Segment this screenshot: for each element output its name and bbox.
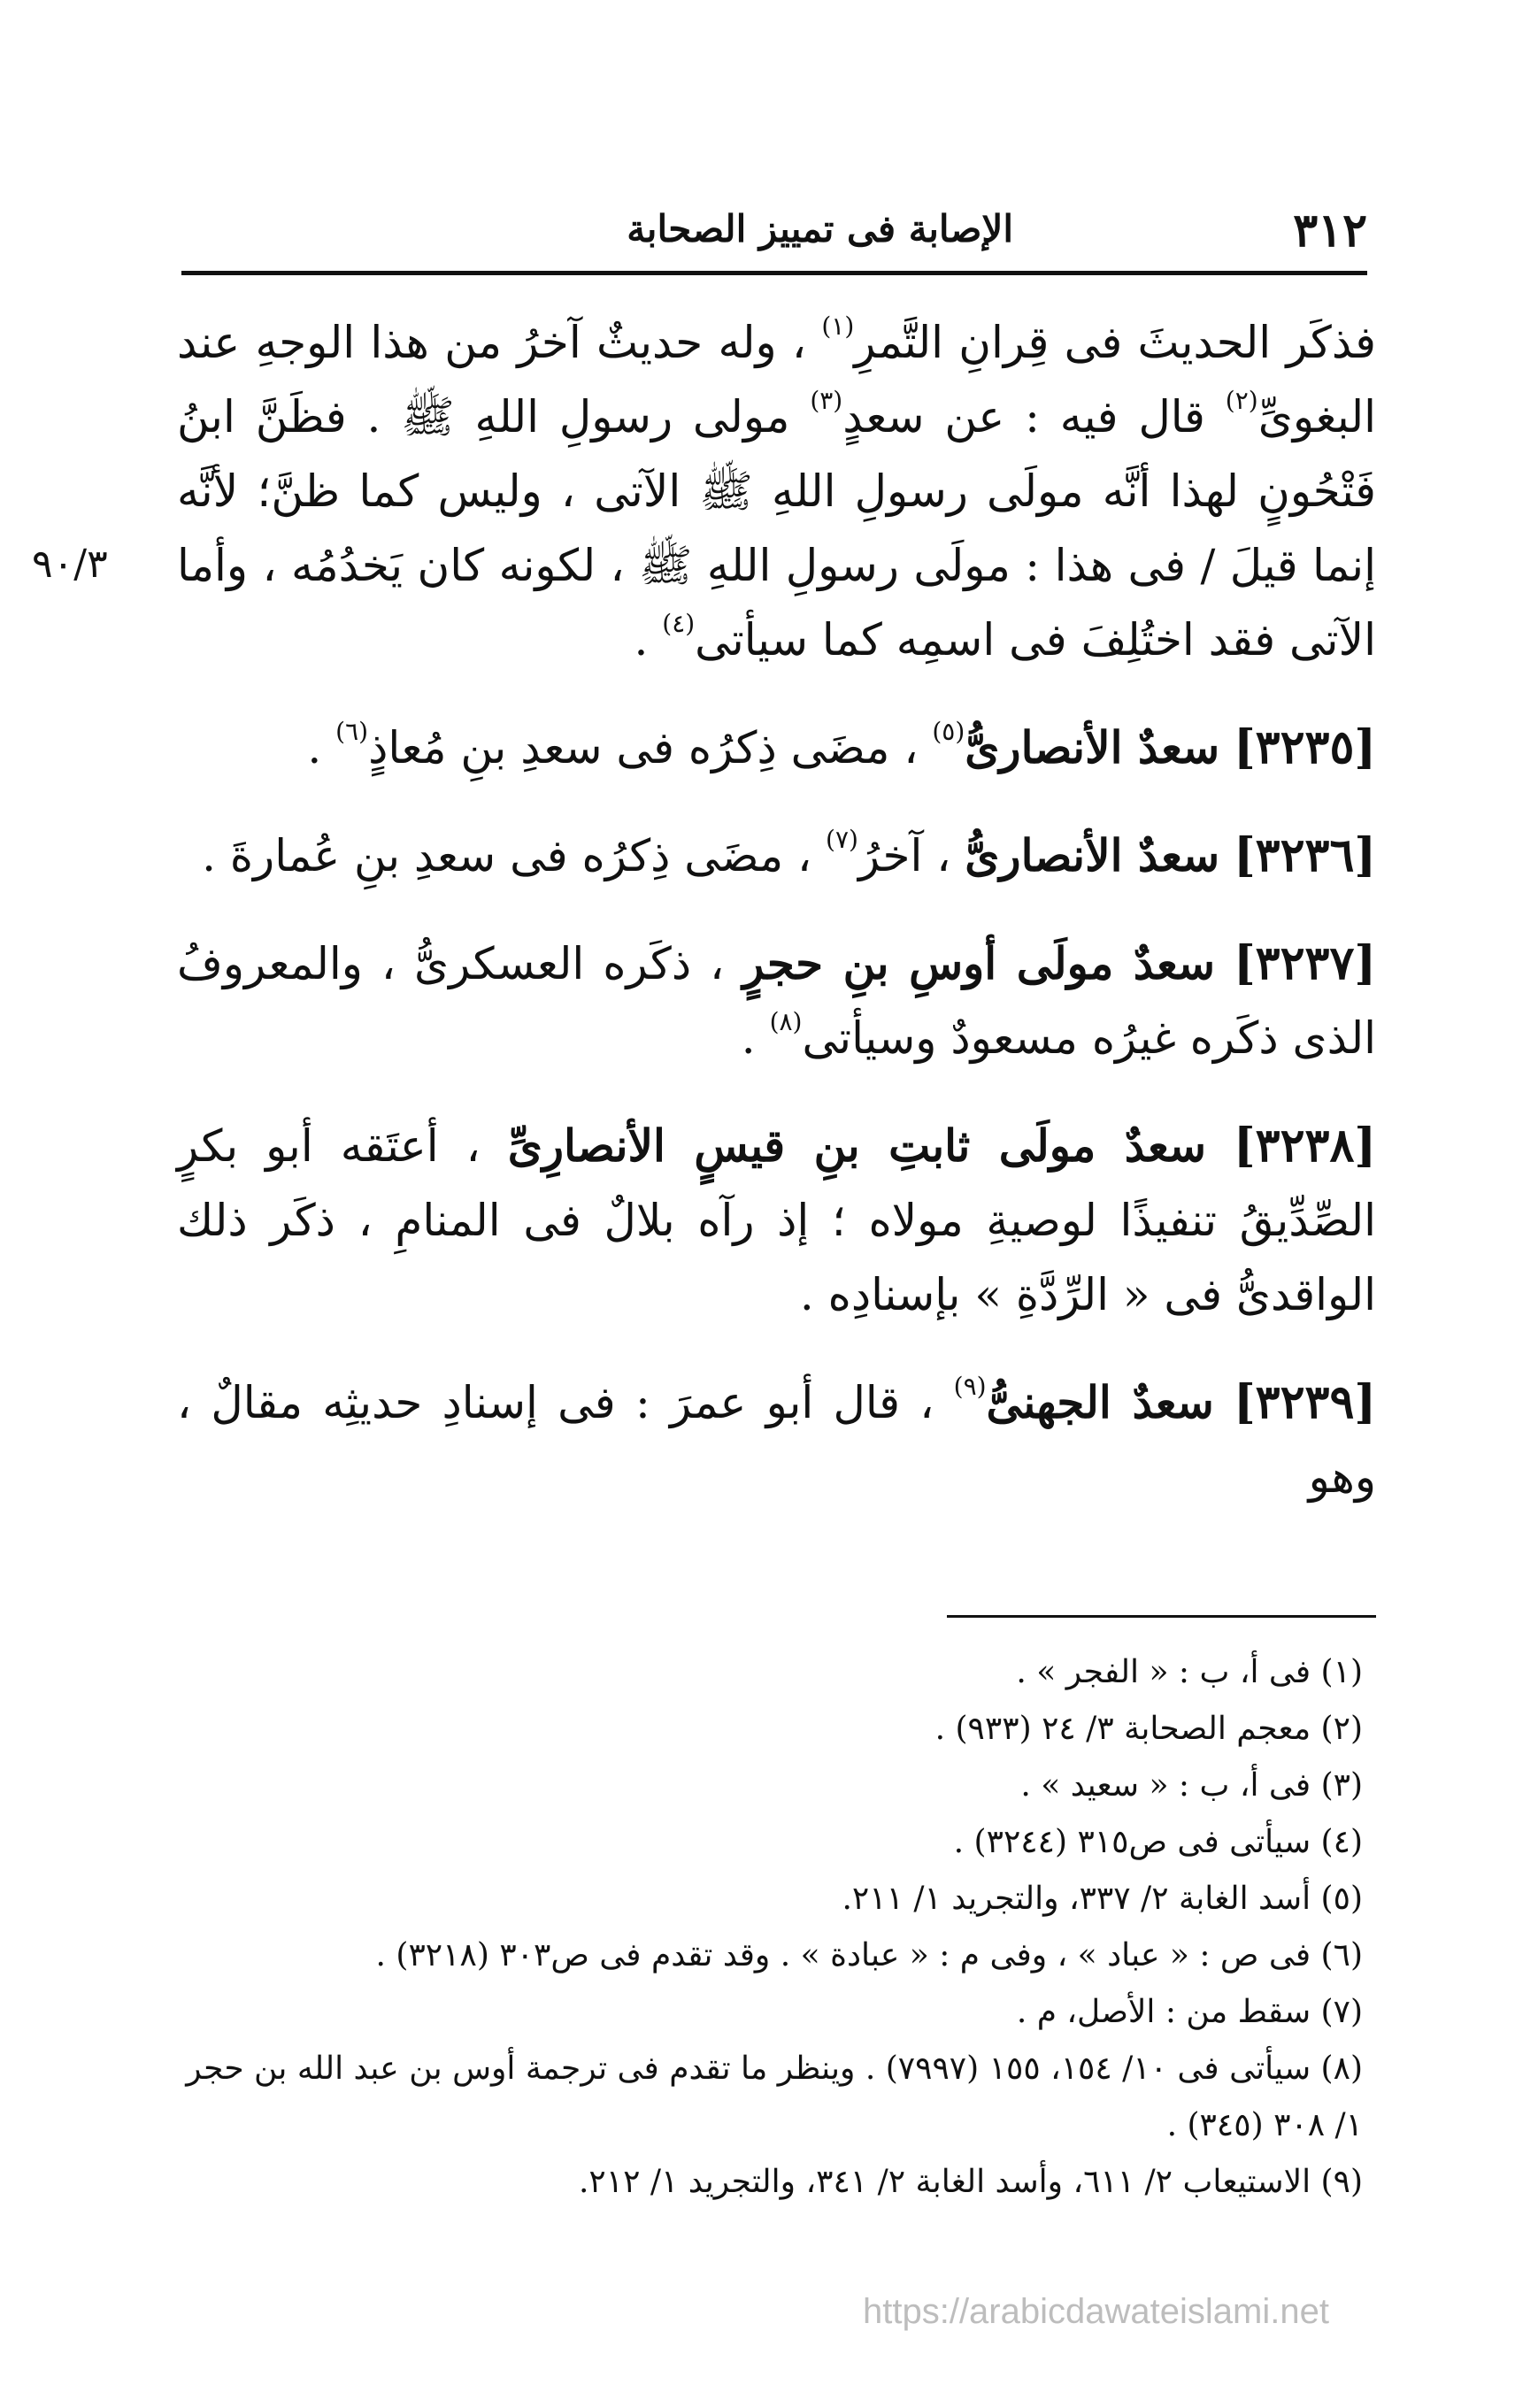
text-span: مولى رسولِ اللهِ ﷺ . فظَنَّ ابنُ فَتْحُونٍ لهذا أنَّه مولَى رسولِ اللهِ ﷺ الآتى ، وليس كما ظنَّ؛ لأنَّه إنما قيلَ / فى هذا : مولَى رسولِ اللهِ ﷺ ، لكونه كان يَخدُمُه ، وأما الآتى فقد اختُلِفَ فى اسمِه كما سيأتى	[177, 391, 1376, 665]
entry-3235	[177, 711, 1376, 785]
paragraph-intro	[177, 305, 1376, 677]
entry-name: سعدٌ الجهنىُّ	[986, 1376, 1214, 1428]
footnote-separator	[947, 1615, 1376, 1618]
footnote-ref[interactable]: (٨)	[769, 1007, 803, 1036]
entry-3238	[177, 1109, 1376, 1332]
text-span: ، مضَى ذِكرُه فى سعدِ بنِ عُمارةَ .	[202, 830, 827, 881]
footnote-3: (٣) فى أ، ب : « سعيد » .	[1020, 1767, 1363, 1804]
entry-name: سعدٌ الأنصارىُّ	[965, 721, 1220, 773]
footnote-ref[interactable]: (٤)	[662, 609, 696, 638]
watermark-url: https://arabicdawateislami.net	[863, 2292, 1329, 2331]
entry-number: [٣٢٣٧]	[1234, 936, 1376, 990]
footnote-7: (٧) سقط من : الأصل، م .	[1016, 1994, 1363, 2030]
header-rule	[181, 271, 1367, 275]
text-span: ، آخرُ	[857, 830, 965, 881]
page-number: ٣١٢	[1293, 204, 1367, 258]
entry-name: سعدٌ مولَى أوسِ بنِ حجرٍ	[742, 937, 1216, 989]
footnote-2: (٢) معجم الصحابة ٣/ ٢٤ (٩٣٣) .	[934, 1711, 1363, 1747]
text-span: فذكَر الحديثَ فى قِرانِ التَّمرِ	[854, 317, 1377, 368]
footnotes	[159, 1644, 1363, 2211]
book-title: الإصابة فى تمييز الصحابة	[627, 207, 1013, 250]
entry-number: [٣٢٣٩]	[1234, 1375, 1376, 1429]
text-span: .	[741, 1012, 770, 1064]
page-header	[181, 204, 1367, 274]
footnote-9: (٩) الاستيعاب ٢/ ٦١١، وأسد الغابة ٢/ ٣٤١، والتجريد ١/ ٢١٢.	[578, 2164, 1363, 2200]
text-span: ، وله حديثٌ آخرُ من هذا الوجهِ عند البغوىِّ	[177, 317, 1376, 442]
footnote-6: (٦) فى ص : « عباد » ، وفى م : « عبادة » . وقد تقدم فى ص٣٠٣ (٣٢١٨) .	[375, 1937, 1363, 1973]
entry-name: سعدٌ مولَى ثابتِ بنِ قيسٍ الأنصارِىِّ	[507, 1119, 1207, 1172]
footnote-ref[interactable]: (٩)	[953, 1372, 987, 1401]
entry-3237	[177, 927, 1376, 1075]
footnote-5: (٥) أسد الغابة ٢/ ٣٣٧، والتجريد ١/ ٢١١.	[842, 1881, 1363, 1917]
footnote-ref[interactable]: (٢)	[1225, 386, 1258, 415]
text-span: ، ذكَره العسكرىُّ ، والمعروفُ الذى ذكَره غيرُه مسعودٌ وسيأتى	[177, 938, 1376, 1064]
text-span: .	[634, 614, 663, 665]
main-text	[177, 305, 1376, 1514]
footnote-ref[interactable]: (٧)	[826, 825, 858, 854]
entry-3236	[177, 819, 1376, 893]
footnote-ref[interactable]: (١)	[821, 312, 855, 341]
entry-number: [٣٢٣٥]	[1234, 720, 1376, 774]
footnote-ref[interactable]: (٦)	[335, 717, 369, 746]
text-span: ، أعتَقه أبو بكرٍ الصِّدِّيقُ تنفيذًا لوصيةِ مولاه ؛ إذ رآه بلالٌ فى المنامِ ، ذكَر ذلك الواقدىُّ فى « الرِّدَّةِ » بإسنادِه .	[177, 1120, 1376, 1320]
text-span: ، مضَى ذِكرُه فى سعدِ بنِ مُعاذٍ	[368, 722, 933, 773]
entry-name: سعدٌ الأنصارىُّ	[965, 829, 1220, 881]
text-span: قال فيه : عن سعدٍ	[842, 391, 1226, 442]
text-span: .	[307, 722, 336, 773]
margin-page-reference: ٩٠/٣	[32, 542, 108, 587]
text-span: ، قال أبو عمرَ : فى إسنادِ حديثِه مقالٌ ، وهو	[177, 1377, 1376, 1503]
entry-number: [٣٢٣٨]	[1234, 1119, 1376, 1173]
footnote-ref[interactable]: (٣)	[810, 386, 843, 415]
footnote-1: (١) فى أ، ب : « الفجر » .	[1016, 1654, 1363, 1690]
footnote-8: (٨) سيأتى فى ١٠/ ١٥٤، ١٥٥ (٧٩٩٧) . وينظر ما تقدم فى ترجمة أوس بن عبد الله بن حجر ١/ ٣٠٨ (٣٤٥) .	[186, 2050, 1363, 2143]
footnote-ref[interactable]: (٥)	[932, 717, 965, 746]
footnote-4: (٤) سيأتى فى ص٣١٥ (٣٢٤٤) .	[953, 1824, 1363, 1860]
entry-number: [٣٢٣٦]	[1234, 828, 1376, 882]
entry-3239	[177, 1366, 1376, 1514]
